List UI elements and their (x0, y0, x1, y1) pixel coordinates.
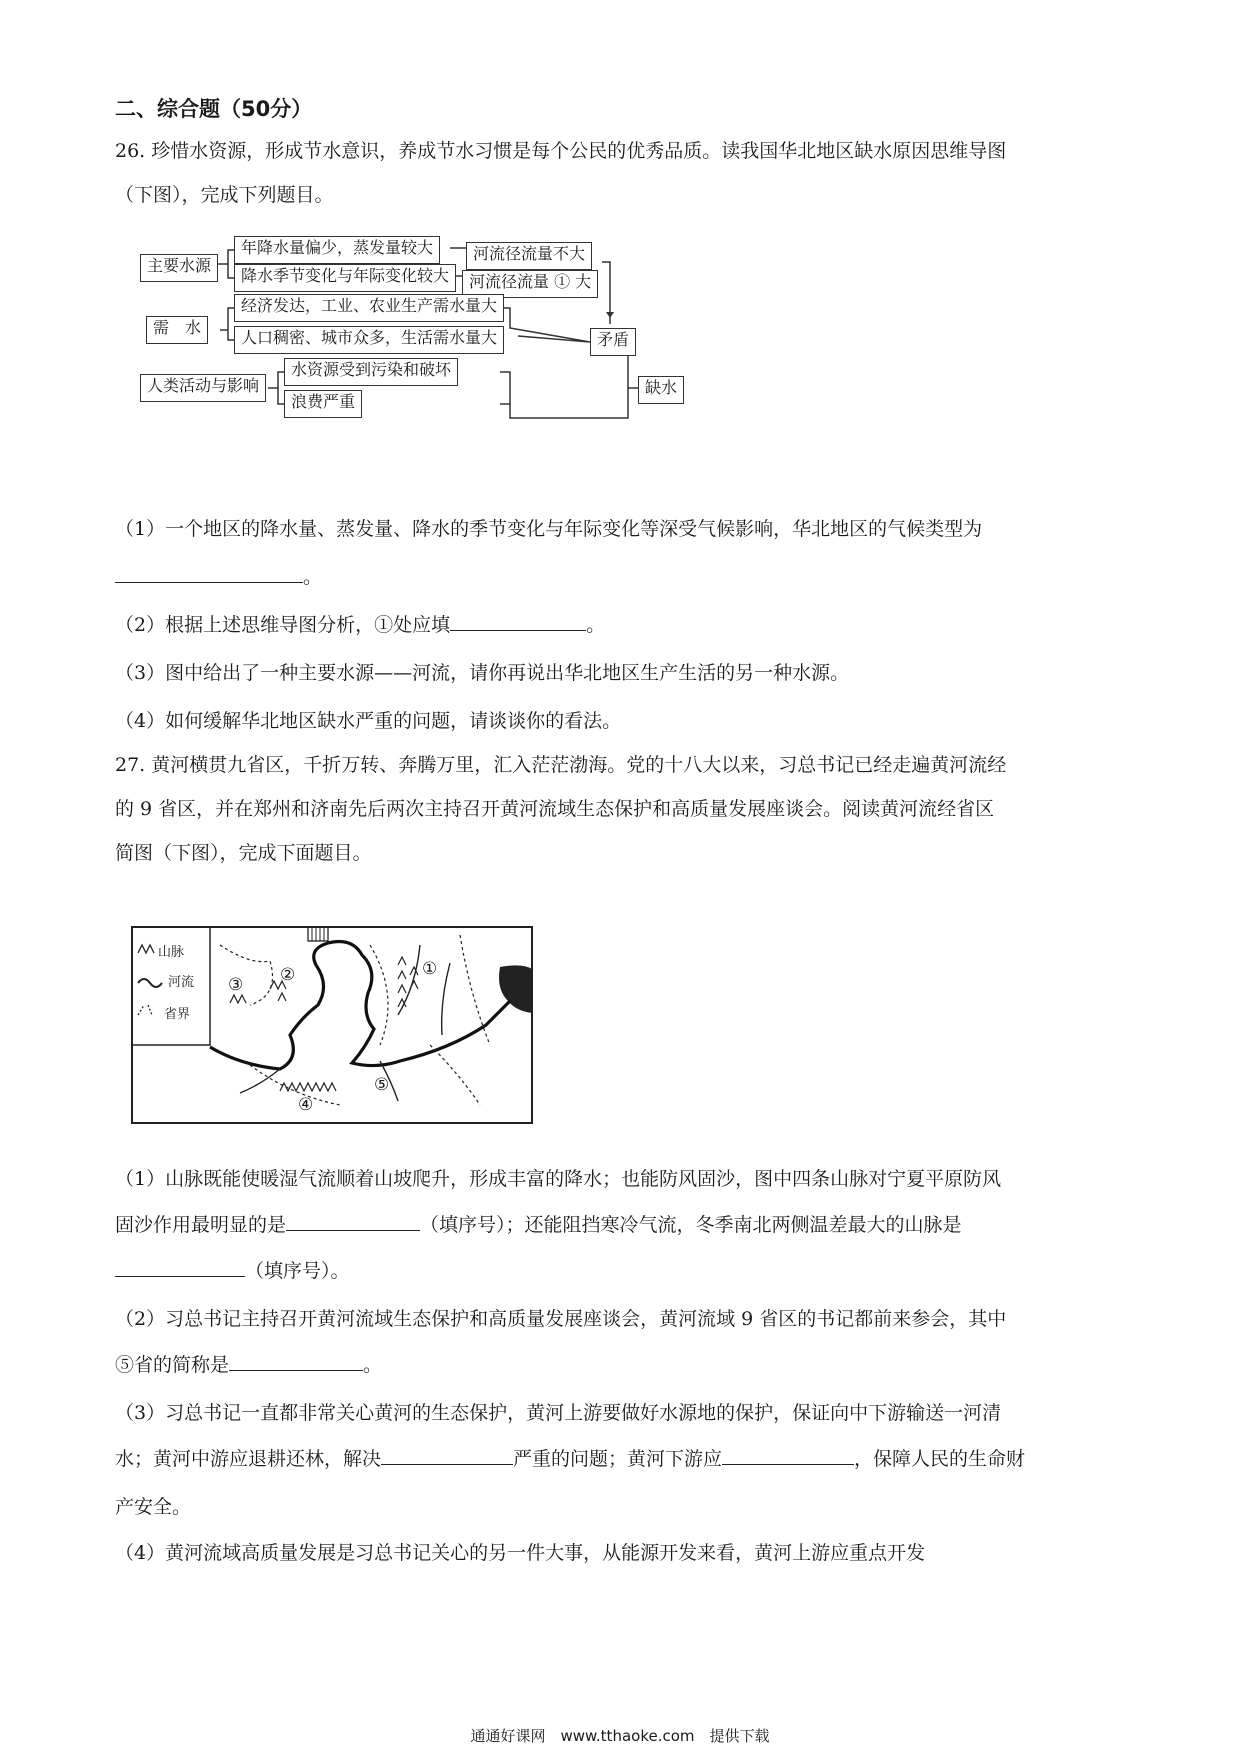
mindmap-node-waste: 浪费严重 (284, 390, 362, 418)
q26-sub3: （3）图中给出了一种主要水源——河流，请你再说出华北地区生产生活的另一种水源。 (115, 662, 850, 684)
map-drawing (130, 905, 536, 1125)
mindmap-figure (130, 228, 730, 428)
mindmap-category-human-activity: 人类活动与影响 (140, 374, 266, 402)
q27-sub2-line1: （2）习总书记主持召开黄河流域生态保护和高质量发展座谈会，黄河流域 9 省区的书记都前来参会，其中 (115, 1308, 1007, 1330)
mindmap-node-runoff-variation: 河流径流量 ① 大 (462, 270, 598, 298)
section-title: 二、综合题（50分） (115, 97, 313, 121)
answer-blank[interactable] (286, 1212, 420, 1231)
answer-blank[interactable] (381, 1446, 513, 1465)
q27-sub3-line2: 水；黄河中游应退耕还林，解决 严重的问题；黄河下游应 ，保障人民的生命财 (115, 1448, 1026, 1470)
mindmap-node-economy: 经济发达，工业、农业生产需水量大 (234, 294, 504, 322)
legend-mountain-label: 山脉 (158, 945, 185, 960)
map-label-2: ② (280, 965, 296, 985)
answer-blank[interactable] (229, 1352, 363, 1371)
q26-sub1-line1: （1）一个地区的降水量、蒸发量、降水的季节变化与年际变化等深受气候影响，华北地区的气候类型为 (115, 518, 983, 540)
mindmap-node-precipitation: 年降水量偏少，蒸发量较大 (234, 236, 440, 264)
answer-blank[interactable] (722, 1446, 854, 1465)
map-label-4: ④ (298, 1095, 314, 1115)
mindmap-node-pollution: 水资源受到污染和破坏 (284, 358, 458, 386)
q27-sub4-line1: （4）黄河流域高质量发展是习总书记关心的另一件大事，从能源开发来看，黄河上游应重点开发 (115, 1542, 926, 1564)
q27-sub3-line3: 产安全。 (115, 1496, 192, 1518)
mindmap-node-conflict: 矛盾 (590, 328, 636, 356)
mindmap-node-runoff-small: 河流径流量不大 (466, 242, 592, 270)
page-footer: 通通好课网 www.tthaoke.com 提供下载 (470, 1727, 770, 1745)
answer-blank[interactable] (115, 1258, 245, 1277)
q26-sub4: （4）如何缓解华北地区缺水严重的问题，请谈谈你的看法。 (115, 710, 622, 732)
q26-sub1-line2: 。 (115, 564, 1125, 590)
map-label-3: ③ (228, 975, 244, 995)
q27-sub2-line2: ⑤省的简称是 。 (115, 1354, 383, 1376)
q27-sub1-line1: （1）山脉既能使暖湿气流顺着山坡爬升，形成丰富的降水；也能防风固沙，图中四条山脉对宁夏平原防风 (115, 1168, 1002, 1190)
mindmap-category-demand: 需 水 (146, 316, 208, 344)
map-label-1: ① (422, 959, 438, 979)
q26-stem-line2: （下图），完成下列题目。 (115, 184, 334, 206)
mindmap-node-population: 人口稠密、城市众多，生活需水量大 (234, 326, 504, 354)
q27-sub1-line2: 固沙作用最明显的是 （填序号）；还能阻挡寒冷气流，冬季南北两侧温差最大的山脉是 (115, 1214, 962, 1236)
q27-sub1-line3: （填序号）。 (115, 1258, 1125, 1284)
legend-border-label: 省界 (164, 1007, 191, 1022)
q27-sub3-line1: （3）习总书记一直都非常关心黄河的生态保护，黄河上游要做好水源地的保护，保证向中下游输送一河清 (115, 1402, 1002, 1424)
mindmap-category-water-source: 主要水源 (140, 254, 218, 282)
mindmap-node-shortage: 缺水 (638, 376, 684, 404)
q27-stem-line2: 的 9 省区，并在郑州和济南先后两次主持召开黄河流域生态保护和高质量发展座谈会。阅读黄河流经省区 (115, 798, 995, 820)
legend-river-label: 河流 (168, 975, 195, 990)
answer-blank[interactable] (450, 612, 586, 631)
q27-stem-line1: 27. 黄河横贯九省区，千折万转、奔腾万里，汇入茫茫渤海。党的十八大以来，习总书记已经走遍黄河流经 (115, 754, 1007, 776)
q27-stem-line3: 简图（下图），完成下面题目。 (115, 842, 372, 864)
yellow-river-map (130, 905, 536, 1125)
answer-blank[interactable] (115, 564, 303, 583)
q26-stem-line1: 26. 珍惜水资源，形成节水意识，养成节水习惯是每个公民的优秀品质。读我国华北地区缺水原因思维导图 (115, 140, 1007, 162)
map-label-5: ⑤ (374, 1075, 390, 1095)
q26-sub2: （2）根据上述思维导图分析，①处应填 。 (115, 614, 606, 636)
mindmap-node-seasonal-variation: 降水季节变化与年际变化较大 (234, 264, 456, 292)
